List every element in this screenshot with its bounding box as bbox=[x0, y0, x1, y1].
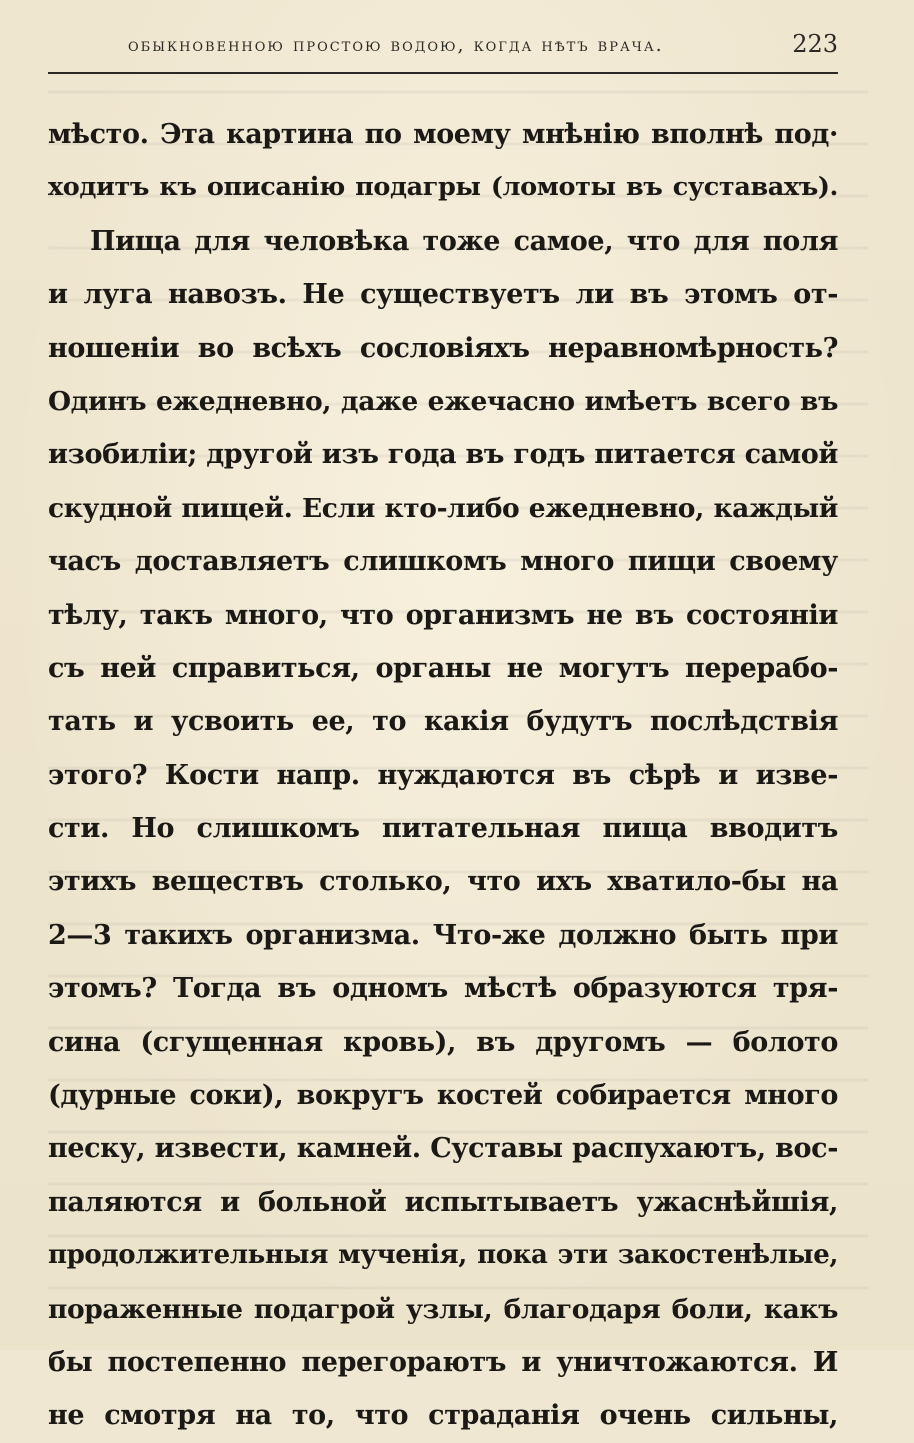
text-line: ношеніи во всѣхъ сословіяхъ неравномѣрность? bbox=[48, 332, 838, 364]
text-line: тать и усвоить ее, то какія будутъ послѣдствія bbox=[48, 706, 838, 738]
text-line: (дурные соки), вокругъ костей собирается много bbox=[48, 1080, 838, 1112]
body-text bbox=[48, 108, 838, 1443]
text-line: не смотря на то, что страданія очень сильны, bbox=[48, 1400, 838, 1432]
text-line: часъ доставляетъ слишкомъ много пищи своему bbox=[48, 546, 838, 578]
paragraph-first-line: Пища для человѣка тоже самое, что для поля bbox=[90, 225, 838, 257]
text-line: бы постепенно перегораютъ и уничтожаются. И bbox=[48, 1346, 838, 1378]
text-line: этомъ? Тогда въ одномъ мѣстѣ образуются тря- bbox=[48, 973, 838, 1005]
text-line: и луга навозъ. Не существуетъ ли въ этомъ от- bbox=[48, 279, 838, 311]
text-line: изобиліи; другой изъ года въ годъ питается самой bbox=[48, 439, 838, 471]
page-header bbox=[48, 30, 838, 70]
text-line: песку, извести, камней. Суставы распухаютъ, вос- bbox=[48, 1133, 838, 1165]
text-line: тѣлу, такъ много, что организмъ не въ состояніи bbox=[48, 599, 838, 631]
text-line: сти. Но слишкомъ питательная пища вводитъ bbox=[48, 813, 838, 845]
text-line: мѣсто. Эта картина по моему мнѣнію вполнѣ под· bbox=[48, 119, 838, 150]
text-line: продолжительныя мученія, пока эти закостенѣлые, bbox=[48, 1240, 838, 1271]
header-rule bbox=[48, 72, 838, 74]
text-line: Одинъ ежедневно, даже ежечасно имѣетъ всего въ bbox=[48, 385, 838, 417]
text-line: сина (сгущенная кровь), въ другомъ — болото bbox=[48, 1026, 838, 1058]
page-number: 223 bbox=[792, 30, 838, 58]
text-line: скудной пищей. Если кто-либо ежедневно, каждый bbox=[48, 492, 838, 524]
text-line: паляются и больной испытываетъ ужаснѣйшія, bbox=[48, 1186, 838, 1218]
text-line: пораженные подагрой узлы, благодаря боли, какъ bbox=[48, 1293, 838, 1325]
text-line: этихъ веществъ столько, что ихъ хватило-бы на bbox=[48, 866, 838, 898]
text-line: съ ней справиться, органы не могутъ перерабо- bbox=[48, 652, 838, 684]
text-line: ходитъ къ описанію подагры (ломоты въ суставахъ). bbox=[48, 172, 838, 203]
text-line: 2—3 такихъ организма. Что-же должно быть при bbox=[48, 919, 838, 951]
running-head: обыкновенною простою водою, когда нѣтъ врача. bbox=[128, 34, 664, 56]
text-line: этого? Кости напр. нуждаются въ сѣрѣ и изве- bbox=[48, 759, 838, 791]
